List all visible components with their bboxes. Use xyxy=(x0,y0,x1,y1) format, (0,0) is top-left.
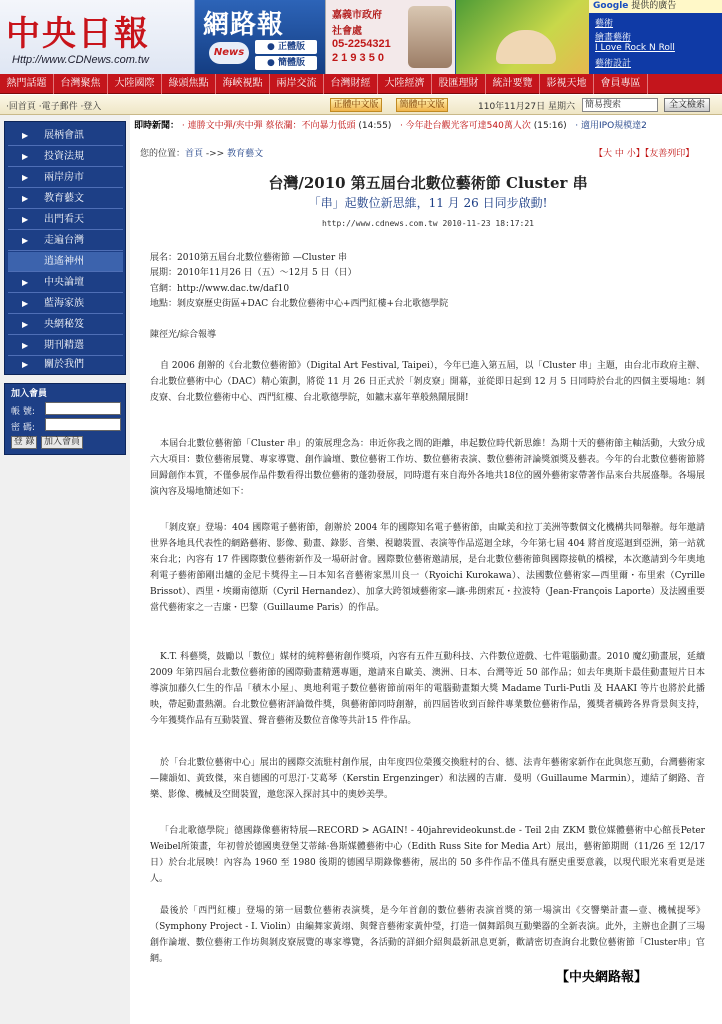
simplified-version-button[interactable]: ● 簡體版 xyxy=(255,56,317,70)
logo-url: Http://www.CDNews.com.tw xyxy=(12,54,149,66)
nav-item[interactable]: 台灣聚焦 xyxy=(54,74,108,94)
current-date: 110年11月27日 星期六 xyxy=(478,102,575,112)
article-paragraph: 自 2006 創辦的《台北數位藝術節》（Digital Art Festival, Taipei），今年已進入第五屆，以「Cluster 串」主題，由台北市政府主辦、台北數位藝術中心（DAC）精心策劃，將從 11 月 26 日正式於「剝皮寮」開幕，並從即日起到 12 月 5 日同時於台北的四個主要場地：剝皮寮、台北數位藝術中心、西門紅樓、台北歌德學院，如鑣末嘉年華般熱鬧展開! xyxy=(150,361,705,403)
info-line: 展名：2010第五屆台北數位藝術節 —Cluster 串 xyxy=(150,253,348,263)
article-source-url: http://www.cdnews.com.tw 2010-11-23 18:17:21 xyxy=(322,219,534,228)
breadcrumb-home[interactable]: 首頁 xyxy=(185,149,204,159)
article-signature: 【中央網路報】 xyxy=(556,970,648,985)
sidebar-item[interactable]: ▶ 兩岸房市 xyxy=(8,168,123,188)
nav-item[interactable]: 會員專區 xyxy=(594,74,648,94)
arrow-right-icon: ▶ xyxy=(22,215,29,224)
article-paragraph: 最後於「西門紅樓」登場的第一屆數位藝術表演獎，是今年首創的數位藝術表演首獎的第一場演出《交響樂計畫—壹、機械提琴》（Symphony Project - I. Violin）由編舞家黃翊、與聲音藝術家黃仲瑩，打造一個舞蹈與互動樂器的全新表演。此外，主辦也企劃了三場創作論壇、數位藝術工作坊與剝皮寮展覽的專家導覽，各活動的詳細介紹與最新訊息更新，歡請密切查詢台北數位藝術節「Cluster串」官網。 xyxy=(150,906,705,964)
join-member-button[interactable]: 加入會員 xyxy=(41,436,83,449)
article-paragraph: 本屆台北數位藝術節「Cluster 串」的策展理念為：串近你我之間的距離，串起數位時代新思維！為期十天的藝術節主軸活動，大致分成六大項目：數位藝術展覽、專家導覽、創作論壇、數位藝術工作坊、數位藝術表演、數位藝術評論獎頒獎及藝表。今年的台北數位藝術節將回歸創作本質，不僅參展作品件數看得出數位藝術的蓬勃發展，同時還有來自海外各地共18位的國外藝術家帶著作品來台共展盛舉。各場展演內容及場地簡述如下： xyxy=(150,439,705,497)
sidebar-item[interactable]: ▶ 關於我們 xyxy=(8,357,123,373)
google-ad-link[interactable]: 藝術設計 xyxy=(595,59,632,69)
breadcrumb-separator: ->> xyxy=(203,149,228,159)
nav-item[interactable]: 大陸國際 xyxy=(108,74,162,94)
breadcrumb-prefix: 您的位置： xyxy=(140,149,186,159)
sidebar-item[interactable]: ▶ 出門看天 xyxy=(8,210,123,230)
info-line: 地點：剝皮寮歷史街區+DAC 台北數位藝術中心+西門紅樓+台北歌德學院 xyxy=(150,299,449,309)
arrow-right-icon: ▶ xyxy=(22,299,29,308)
ad-phone: 05-2254321 xyxy=(332,38,391,50)
sub-nav xyxy=(0,95,722,115)
ticker-label: 即時新聞： xyxy=(134,121,180,131)
nav-item[interactable]: 大陸經濟 xyxy=(378,74,432,94)
sidebar xyxy=(0,115,130,1024)
ad-photo xyxy=(408,6,452,68)
password-label: 密 碼: xyxy=(11,423,35,433)
article-paragraph: 「台北歌德學院」德國錄像藝術特展—RECORD > AGAIN! - 40jahrevideokunst.de - Teil 2由 ZKM 數位媒體藝術中心館長Peter Weibel所策畫，年初曾於德國奧登堡艾蒂絲·魯斯媒體藝術中心（Edith Russ Site for Media Art）展出，藝術節期間（11/26 至 12/17 日）於台北展映！內容為 1960 至 1980 後期的德國早期錄像藝術，展出的 50 多件作品不僅具有歷史重要意義，以現代眼光來看更是迷人。 xyxy=(150,826,705,884)
login-button[interactable]: 登 錄 xyxy=(11,436,37,449)
arrow-right-icon: ▶ xyxy=(22,194,29,203)
ad-banner-image[interactable] xyxy=(456,0,589,74)
google-ad-link[interactable]: I Love Rock N Roll xyxy=(595,43,675,53)
account-input[interactable] xyxy=(45,402,121,415)
ad-phone: 2 1 9 3 5 0 xyxy=(332,52,384,64)
sidebar-item[interactable]: ▶ 期刊精選 xyxy=(8,336,123,356)
arrow-right-icon: ▶ xyxy=(22,360,29,369)
arrow-right-icon: ▶ xyxy=(22,152,29,161)
sidebar-item[interactable]: ▶ 央網秘笈 xyxy=(8,315,123,335)
article-paragraph: K.T. 科藝獎，鼓勵以「數位」媒材的純粹藝術創作獎項，內容有五件互動科技、六件數位遊戲、七件電腦動畫。2010 魔幻動畫展，延續 2009 年第四屆台北數位藝術節的國際動畫精選專題，邀請來自歐美、澳洲、日本、台灣等近 50 部作品；如去年奧斯卡最佳動畫短片日本導演加藤久仁生的作品「積木小屋」、奧地利電子數位藝術節前兩年的電腦動畫類大獎 Madame Turli-Putli 及 HAAKI 等片也將於此播映，帶起動畫熱潮。台北數位藝術評論徵件獎，與藝術節同時創辦，前四屆皆收到百餘件專業數位藝術作品，獲獎者橫跨各界背景與支持，今年獲獎作品有互動裝置、聲音藝術及數位音像等共計15 件作品。 xyxy=(150,652,705,726)
search-input[interactable]: 簡易搜索 xyxy=(582,98,658,112)
article-author: 陳徑光/綜合報導 xyxy=(150,330,217,340)
article-title: 台灣/2010 第五屆台北數位藝術節 Cluster 串 xyxy=(268,174,588,192)
nav-item[interactable]: 股匯理財 xyxy=(432,74,486,94)
password-input[interactable] xyxy=(45,418,121,431)
ad-line: 嘉義市政府 xyxy=(332,10,382,21)
info-line: 官網：http://www.dac.tw/daf10 xyxy=(150,284,290,294)
login-box xyxy=(4,383,126,455)
utility-links[interactable]: ‧回首頁 ‧電子郵件 ‧登入 xyxy=(6,102,102,112)
sidebar-menu xyxy=(4,121,126,375)
sidebar-item[interactable]: ▶ 中央論壇 xyxy=(8,273,123,293)
sidebar-item[interactable]: ▶ 藍海家族 xyxy=(8,294,123,314)
logo-title: 中央日報 xyxy=(6,14,150,54)
nav-item[interactable]: 綠頭焦點 xyxy=(162,74,216,94)
net-title: 網路報 xyxy=(203,10,285,40)
article-paragraph: 於「台北數位藝術中心」展出的國際交流駐村創作展，由年度四位榮獲交換駐村的台、德、法青年藝術家新作在此與您互動，台灣藝術家—陳韻如、黃致傑，來自德國的可思汀·艾葛琴（Kerstin Ergenzinger）和法國的吉庸．曼明（Guillaume Marmin），連結了網路、音樂、影像、機械及空間裝置，邀您深入探討其中的奧妙美學。 xyxy=(150,758,705,800)
arrow-right-icon: ▶ xyxy=(22,341,29,350)
article-paragraph: 「剝皮寮」登場：404 國際電子藝術節，創辦於 2004 年的國際知名電子藝術節，由歐美和拉丁美洲等數個文化機構共同舉辦。每年邀請世界各地具代表性的網路藝術、影像、動畫、錄影、音樂、視聽裝置、表演等作品巡迴全球，今年第七屆 404 將首度巡迴到亞洲，第一站就來台北；內容有 17 件國際數位藝術新作及一場研討會。國際數位藝術邀請展，是台北數位藝術節與國際接軌的橋樑，本次邀請到今年奧地利電子藝術節剛出爐的金尼卡獎得主—日本知名音藝術家黑川良一（Ryoichi Kurokawa）、法國數位藝術家—西里爾・布里索（Cyrille Brissot）、西里・埃爾南德斯（Cyril Hernandez）、加拿大跨領域藝術家—讓-弗朗索瓦・拉波特（Jean-François Laporte）及法國重要當代藝術家之一吉廉・巴黎（Guillaume Paris）的作品。 xyxy=(150,523,705,613)
main-nav xyxy=(0,74,722,94)
ticker-time: (15:16) xyxy=(533,121,567,131)
sidebar-item[interactable]: ▶ 教育藝文 xyxy=(8,189,123,209)
nav-item[interactable]: 台灣財經 xyxy=(324,74,378,94)
nav-item[interactable]: 影視天地 xyxy=(540,74,594,94)
google-ads-box xyxy=(589,0,722,74)
sidebar-item[interactable]: ▶ 走遍台灣 xyxy=(8,231,123,251)
simplified-chinese-button[interactable]: 簡體中文版 xyxy=(396,98,448,112)
ad-banner-chiayi[interactable] xyxy=(325,0,455,74)
arrow-right-icon: ▶ xyxy=(22,173,29,182)
arrow-right-icon: ▶ xyxy=(22,131,29,140)
google-ad-link[interactable]: 藝術 xyxy=(595,19,614,29)
news-ticker xyxy=(134,118,722,138)
breadcrumb xyxy=(140,146,263,159)
breadcrumb-section[interactable]: 教育藝文 xyxy=(227,149,264,159)
ad-line: 社會處 xyxy=(332,26,362,37)
login-title: 加入會員 xyxy=(11,389,48,399)
nav-item[interactable]: 熱門話題 xyxy=(0,74,54,94)
traditional-version-button[interactable]: ● 正體版 xyxy=(255,40,317,54)
arrow-right-icon: ▶ xyxy=(22,236,29,245)
account-label: 帳 號: xyxy=(11,407,35,417)
arrow-right-icon: ▶ xyxy=(22,278,29,287)
ticker-item[interactable]: ‧ 連勝文中彈/夾中彈 蔡依瀾：不向暴力低頭 xyxy=(181,121,356,131)
site-logo[interactable] xyxy=(0,0,195,74)
search-button[interactable]: 全文檢索 xyxy=(664,98,710,112)
news-badge: News xyxy=(209,42,249,64)
ticker-time: (14:55) xyxy=(358,121,392,131)
ad-photo xyxy=(496,30,556,64)
sidebar-item[interactable]: ▶ 展柄會訊 xyxy=(8,126,123,146)
ticker-item[interactable]: ‧ 適用IPO規模達2 xyxy=(575,121,647,131)
traditional-chinese-button[interactable]: 正體中文版 xyxy=(330,98,382,112)
info-line: 展期：2010年11月26 日（五）～12月 5 日（日） xyxy=(150,268,357,278)
arrow-right-icon: ▶ xyxy=(22,320,29,329)
nav-item[interactable]: 兩岸交流 xyxy=(270,74,324,94)
nav-item[interactable]: 統計要覽 xyxy=(486,74,540,94)
sidebar-item-active[interactable]: 逍遙神州 xyxy=(8,252,123,272)
google-ads-title: Google 提供的廣告 xyxy=(589,0,722,13)
nav-item[interactable]: 海峽視點 xyxy=(216,74,270,94)
sidebar-item[interactable]: ▶ 投資法規 xyxy=(8,147,123,167)
net-edition-box xyxy=(195,0,325,74)
ticker-item[interactable]: ‧ 今年赴台觀光客可達540萬人次 xyxy=(399,121,531,131)
article-subtitle: 「串」起數位新思維，11 月 26 日同步啟動! xyxy=(308,196,548,210)
google-ad-link[interactable]: 繪畫藝術 xyxy=(595,33,632,43)
font-size-controls[interactable]: 【大 中 小】【友善列印】 xyxy=(594,149,695,159)
